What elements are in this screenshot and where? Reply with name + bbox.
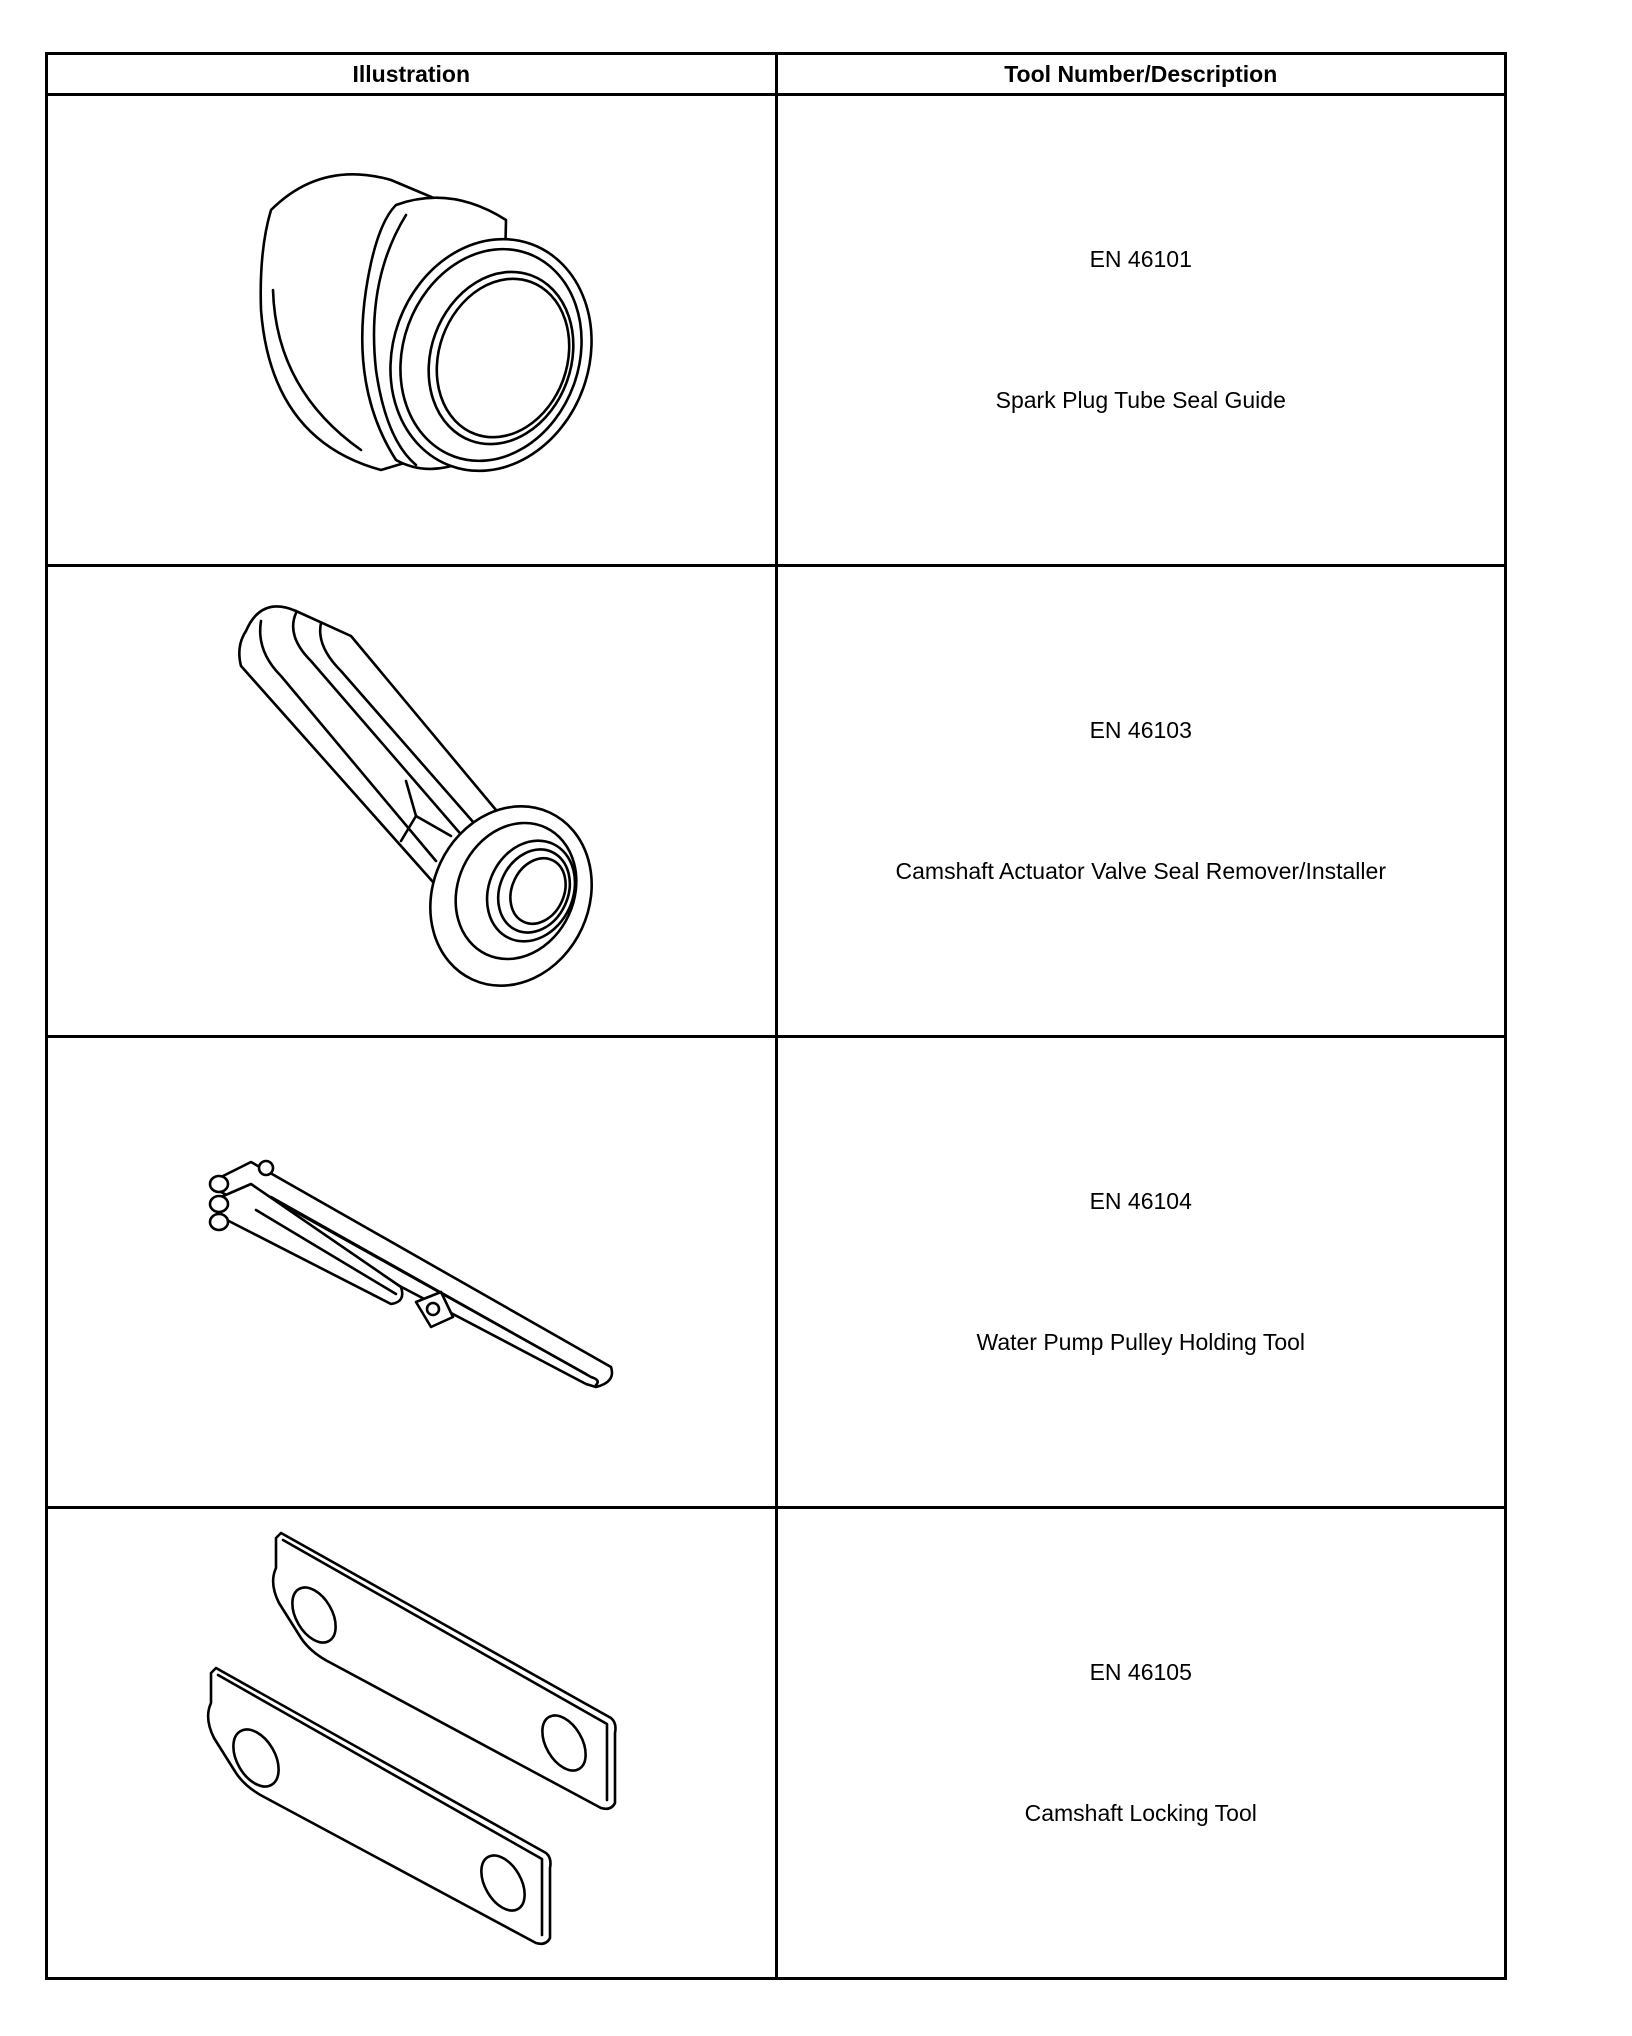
table-row [47, 566, 1506, 1037]
header-row [47, 54, 1506, 95]
pulley-holding-tool-illustration [191, 1142, 631, 1402]
tool-description: Camshaft Actuator Valve Seal Remover/Installer [895, 858, 1386, 884]
description-cell [776, 1037, 1506, 1508]
illustration-cell [47, 95, 777, 566]
illustration-header: Illustration [47, 54, 777, 95]
tool-table [45, 52, 1507, 1980]
illustration-cell [47, 1037, 777, 1508]
table-row [47, 1508, 1506, 1979]
description-header: Tool Number/Description [776, 54, 1506, 95]
description-cell [776, 95, 1506, 566]
tool-number: EN 46101 [1089, 246, 1192, 272]
tool-description: Water Pump Pulley Holding Tool [976, 1329, 1306, 1355]
description-cell [776, 566, 1506, 1037]
tool-number: EN 46105 [1089, 1659, 1192, 1685]
tool-description: Spark Plug Tube Seal Guide [995, 387, 1286, 413]
camshaft-locking-tool-illustration [201, 1528, 621, 1958]
seal-guide-illustration [201, 140, 621, 520]
illustration-cell [47, 1508, 777, 1979]
table-row [47, 95, 1506, 566]
tool-description: Camshaft Locking Tool [1024, 1800, 1257, 1826]
description-cell [776, 1508, 1506, 1979]
tool-number: EN 46103 [1089, 717, 1192, 743]
illustration-cell [47, 566, 777, 1037]
valve-seal-installer-illustration [201, 591, 621, 1011]
tool-number: EN 46104 [1089, 1188, 1192, 1214]
table-row [47, 1037, 1506, 1508]
